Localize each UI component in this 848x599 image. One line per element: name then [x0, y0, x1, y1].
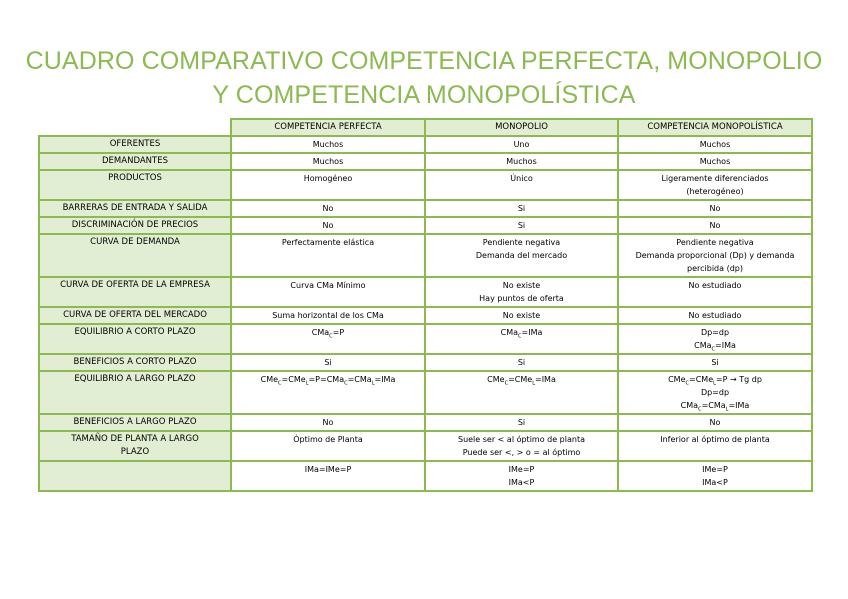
cell-monopolio: Único — [425, 170, 618, 200]
cell-monopolio: Si — [425, 200, 618, 217]
cell-monopolistica: No estudiado — [618, 307, 812, 324]
table-row — [39, 200, 812, 217]
cell-monopolistica: Ligeramente diferenciados (heterogéneo) — [618, 170, 812, 200]
column-header-competencia-perfecta: COMPETENCIA PERFECTA — [231, 119, 425, 136]
cell-monopolio: Si — [425, 354, 618, 371]
cell-monopolistica: Si — [618, 354, 812, 371]
row-label: CURVA DE DEMANDA — [39, 234, 231, 277]
cell-monopolistica: Dp=dp CMa$_C$=IMa — [618, 324, 812, 354]
cell-monopolistica: Pendiente negativa Demanda proporcional (Dp) y demanda percibida (dp) — [618, 234, 812, 277]
table-row — [39, 324, 812, 354]
cell-perfecta: No — [231, 414, 425, 431]
row-label: DISCRIMINACIÓN DE PRECIOS — [39, 217, 231, 234]
table-row — [39, 461, 812, 491]
cell-perfecta: No — [231, 200, 425, 217]
row-label: BENEFICIOS A LARGO PLAZO — [39, 414, 231, 431]
cell-monopolistica: Inferior al óptimo de planta — [618, 431, 812, 461]
cell-monopolistica: IMe=P IMa<P — [618, 461, 812, 491]
column-header-competencia-monopolistica: COMPETENCIA MONOPOLÍSTICA — [618, 119, 812, 136]
cell-perfecta: Perfectamente elástica — [231, 234, 425, 277]
cell-monopolio: CMa$_C$=IMa — [425, 324, 618, 354]
row-label: BENEFICIOS A CORTO PLAZO — [39, 354, 231, 371]
table-row — [39, 371, 812, 414]
column-header-monopolio: MONOPOLIO — [425, 119, 618, 136]
row-label: DEMANDANTES — [39, 153, 231, 170]
table-row — [39, 136, 812, 153]
cell-monopolistica: Muchos — [618, 153, 812, 170]
cell-monopolistica: No — [618, 217, 812, 234]
row-label: BARRERAS DE ENTRADA Y SALIDA — [39, 200, 231, 217]
cell-perfecta: No — [231, 217, 425, 234]
cell-perfecta: IMa=IMe=P — [231, 461, 425, 491]
cell-monopolistica: No — [618, 200, 812, 217]
table-row — [39, 153, 812, 170]
row-label: EQUILIBRIO A CORTO PLAZO — [39, 324, 231, 354]
table-row — [39, 307, 812, 324]
row-label: TAMAÑO DE PLANTA A LARGO PLAZO — [39, 431, 231, 461]
header-row — [39, 119, 812, 136]
page-title: CUADRO COMPARATIVO COMPETENCIA PERFECTA, MONOPOLIO Y COMPETENCIA MONOPOLÍSTICA — [25, 47, 823, 109]
row-label: EQUILIBRIO A LARGO PLAZO — [39, 371, 231, 414]
cell-perfecta: Muchos — [231, 153, 425, 170]
cell-perfecta: Muchos — [231, 136, 425, 153]
cell-monopolio: CMe$_C$=CMe$_L$=IMa — [425, 371, 618, 414]
comparison-table — [38, 118, 813, 492]
cell-monopolio: Uno — [425, 136, 618, 153]
cell-monopolio: Muchos — [425, 153, 618, 170]
cell-monopolistica: CMe$_C$=CMe$_L$=P → Tg dp Dp=dp CMa$_C$=CMa$_L$=IMa — [618, 371, 812, 414]
cell-perfecta: CMa$_C$=P — [231, 324, 425, 354]
row-label — [39, 461, 231, 491]
table-row — [39, 170, 812, 200]
cell-monopolio: Suele ser < al óptimo de planta Puede ser <, > o = al óptimo — [425, 431, 618, 461]
cell-monopolio: IMe=P IMa<P — [425, 461, 618, 491]
cell-perfecta: Curva CMa Mínimo — [231, 277, 425, 307]
cell-monopolistica: Muchos — [618, 136, 812, 153]
table-body — [39, 136, 812, 491]
cell-perfecta: CMe$_C$=CMe$_L$=P=CMa$_C$=CMa$_L$=IMa — [231, 371, 425, 414]
table-row — [39, 414, 812, 431]
row-label: PRODUCTOS — [39, 170, 231, 200]
cell-perfecta: Homogéneo — [231, 170, 425, 200]
row-label: OFERENTES — [39, 136, 231, 153]
cell-monopolio: Pendiente negativa Demanda del mercado — [425, 234, 618, 277]
cell-monopolio: Si — [425, 414, 618, 431]
table-row — [39, 234, 812, 277]
table-row — [39, 431, 812, 461]
cell-monopolistica: No estudiado — [618, 277, 812, 307]
cell-monopolistica: No — [618, 414, 812, 431]
cell-monopolio: Si — [425, 217, 618, 234]
row-label: CURVA DE OFERTA DEL MERCADO — [39, 307, 231, 324]
table-row — [39, 354, 812, 371]
corner-cell — [39, 119, 231, 136]
cell-perfecta: Si — [231, 354, 425, 371]
row-label: CURVA DE OFERTA DE LA EMPRESA — [39, 277, 231, 307]
cell-monopolio: No existe Hay puntos de oferta — [425, 277, 618, 307]
cell-perfecta: Suma horizontal de los CMa — [231, 307, 425, 324]
cell-monopolio: No existe — [425, 307, 618, 324]
table-row — [39, 277, 812, 307]
cell-perfecta: Óptimo de Planta — [231, 431, 425, 461]
table-row — [39, 217, 812, 234]
